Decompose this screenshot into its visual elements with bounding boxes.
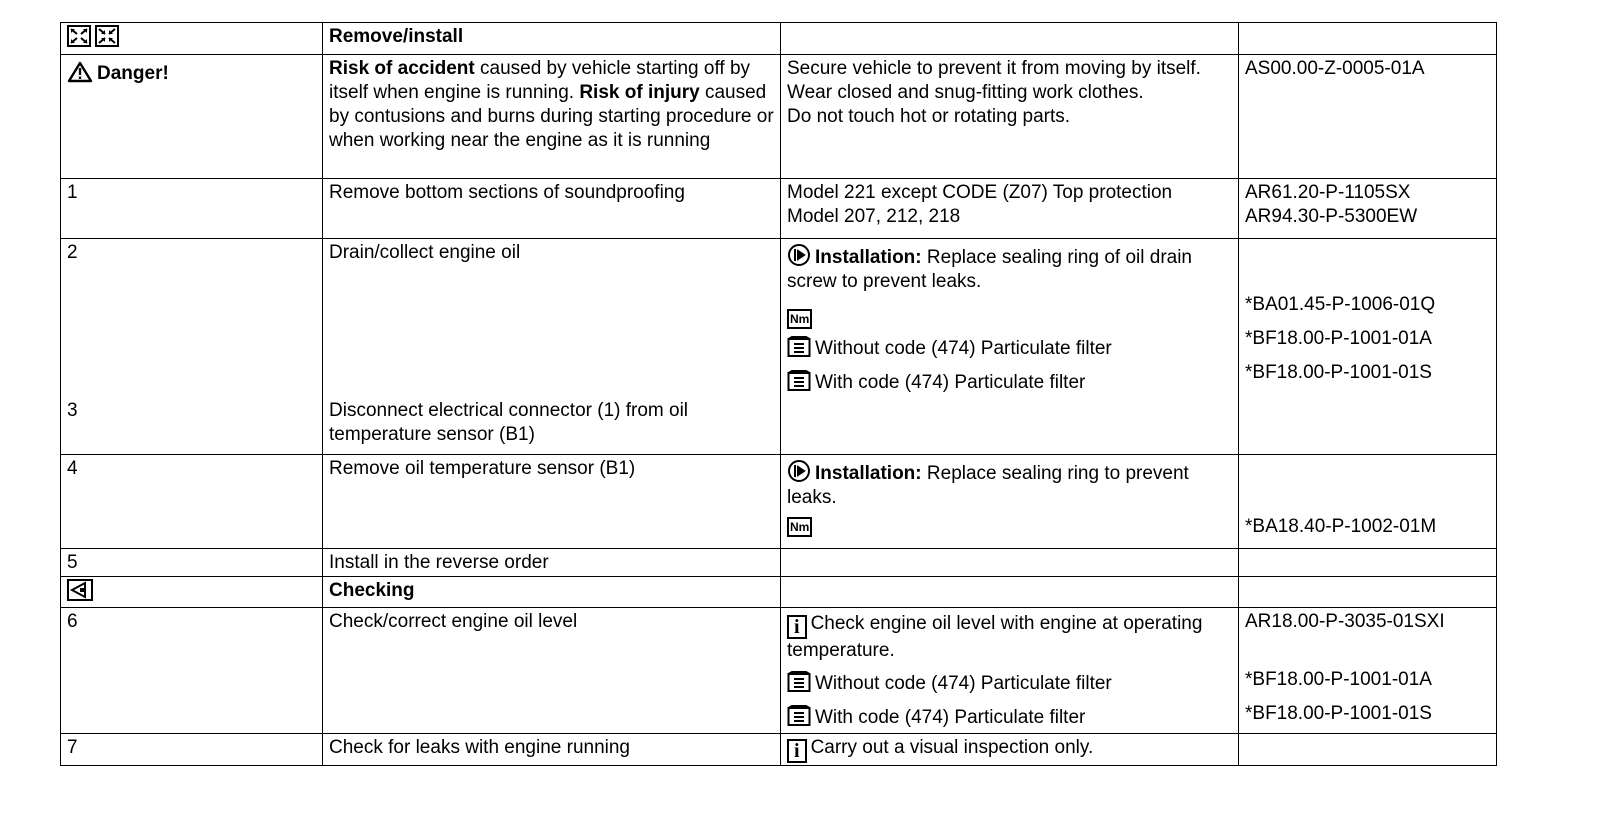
step-notes-cell [781,455,1239,549]
step-text: Drain/collect engine oil [329,242,521,263]
danger-label-cell [61,55,323,179]
risk-injury-label: Risk of injury [579,82,700,103]
info-note [787,610,1234,663]
spec-text: Without code (474) Particulate filter [815,338,1112,359]
ref-link[interactable]: AR18.00-P-3035-01SXI [1245,611,1445,632]
danger-ref-cell [1239,55,1497,179]
remove-install-icons-cell [61,23,323,55]
step-text: Check/correct engine oil level [323,608,781,734]
step-row-7 [61,734,1497,766]
installation-icon [787,243,811,267]
spec-text: With code (474) Particulate filter [815,372,1086,393]
specification-book-icon [787,671,811,693]
ref-link[interactable]: AR94.30-P-5300EW [1245,206,1418,227]
specification-book-icon [787,370,811,392]
step-number-cell [61,239,323,455]
step-number: 3 [67,400,78,421]
spec-note [787,370,1234,396]
torque-note [787,510,1234,536]
torque-ref-link[interactable]: *BA01.45-P-1006-01Q [1245,294,1436,315]
step-number: 2 [67,242,78,263]
danger-label: Danger! [97,63,169,84]
specification-book-icon [787,336,811,358]
spec-note [787,671,1234,697]
installation-label: Installation: [815,463,922,484]
step-row-6 [61,608,1497,734]
step-number: 7 [61,734,323,766]
warning-triangle-icon [67,61,93,83]
remove-icon [67,25,91,47]
step-text: Remove oil temperature sensor (B1) [323,455,781,549]
empty-cell [781,577,1239,608]
procedure-sheet [60,22,1496,766]
measure-work-clothes: Wear closed and snug-fitting work clothes. [787,82,1144,103]
step-text: Remove bottom sections of soundproofing [323,179,781,239]
step-number: 1 [61,179,323,239]
step-refs-cell [1239,239,1497,455]
step-refs-cell [1239,608,1497,734]
checking-icon-cell [61,577,323,608]
installation-label: Installation: [815,247,922,268]
empty-cell [781,23,1239,55]
info-text: Carry out a visual inspection only. [810,737,1094,758]
specification-book-icon [787,705,811,727]
danger-ref-link[interactable]: AS00.00-Z-0005-01A [1245,58,1425,79]
step-notes-cell [781,179,1239,239]
empty-cell [1239,577,1497,608]
step-refs-cell [1239,179,1497,239]
measure-secure-vehicle: Secure vehicle to prevent it from moving by itself. [787,58,1201,79]
info-text: Check engine oil level with engine at operating temperature. [787,613,1203,661]
installation-icon [787,459,811,483]
info-icon: i [787,739,807,763]
step-row-5 [61,549,1497,577]
step-text: Disconnect electrical connector (1) from oil temperature sensor (B1) [329,400,689,445]
installation-text: Replace sealing ring of oil drain screw to prevent leaks. [787,247,1193,292]
checking-icon [67,579,93,601]
step-text: Check for leaks with engine running [323,734,781,766]
installation-note [787,241,1234,294]
step-number: 5 [61,549,323,577]
step-row-1 [61,179,1497,239]
step-row-4 [61,455,1497,549]
danger-measures-cell [781,55,1239,179]
risk-accident-text: caused by vehicle starting off by itself when engine is running. [329,58,751,103]
installation-text: Replace sealing ring to prevent leaks. [787,463,1189,508]
info-icon: i [787,615,807,639]
step-notes-cell [781,608,1239,734]
torque-icon: Nm [787,517,812,537]
empty-cell [1239,23,1497,55]
step-text-cell [323,239,781,455]
torque-icon: Nm [787,309,812,329]
checking-heading: Checking [323,577,781,608]
spec-text: Without code (474) Particulate filter [815,673,1112,694]
spec-note [787,336,1234,362]
empty-cell [1239,734,1497,766]
procedure-table [60,22,1497,766]
measure-hot-parts: Do not touch hot or rotating parts. [787,106,1071,127]
danger-risk-cell [323,55,781,179]
checking-row [61,577,1497,608]
spec-ref-link[interactable]: *BF18.00-P-1001-01A [1245,328,1432,349]
model-note: Model 221 except CODE (Z07) Top protection [787,182,1173,203]
step-notes-cell [781,734,1239,766]
risk-injury-text: caused by contusions and burns during starting procedure or when working near the engine as it is running [329,82,774,151]
spec-ref-link[interactable]: *BF18.00-P-1001-01A [1245,669,1432,690]
step-number: 6 [61,608,323,734]
spec-ref-link[interactable]: *BF18.00-P-1001-01S [1245,703,1432,724]
spec-ref-link[interactable]: *BF18.00-P-1001-01S [1245,362,1432,383]
danger-row [61,55,1497,179]
step-refs-cell [1239,455,1497,549]
spec-text: With code (474) Particulate filter [815,707,1086,728]
step-notes-cell [781,239,1239,455]
step-number: 4 [61,455,323,549]
installation-note [787,457,1234,510]
torque-note [787,302,1234,328]
empty-cell [781,549,1239,577]
risk-accident-label: Risk of accident [329,58,475,79]
step-text: Install in the reverse order [323,549,781,577]
spec-note [787,705,1234,731]
step-row-2-3 [61,239,1497,455]
ref-link[interactable]: AR61.20-P-1105SX [1245,182,1411,203]
empty-cell [1239,549,1497,577]
install-icon [95,25,119,47]
header-row [61,23,1497,55]
torque-ref-link[interactable]: *BA18.40-P-1002-01M [1245,516,1437,537]
model-note: Model 207, 212, 218 [787,206,961,227]
remove-install-heading: Remove/install [323,23,781,55]
